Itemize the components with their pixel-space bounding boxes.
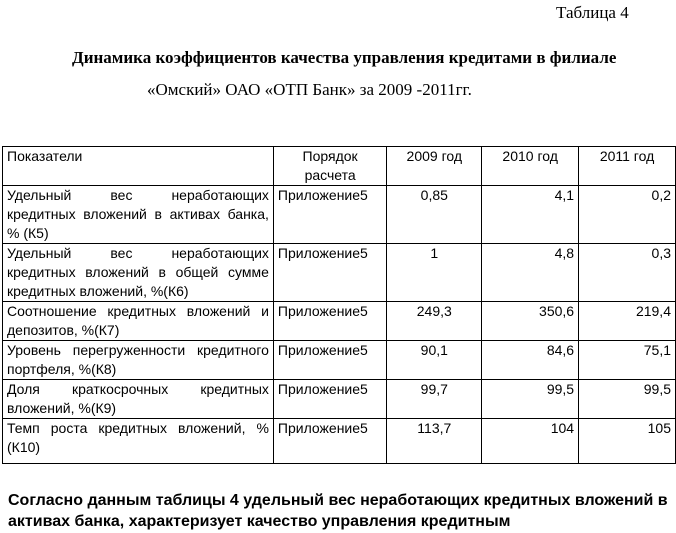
table-row xyxy=(3,380,676,419)
row-2009: 249,3 xyxy=(387,302,482,341)
row-2011: 0,2 xyxy=(579,186,676,244)
table-row xyxy=(3,419,676,464)
header-order: Порядок расчета xyxy=(273,147,386,186)
header-2009: 2009 год xyxy=(387,147,482,186)
row-2011: 99,5 xyxy=(579,380,676,419)
row-order: Приложение5 xyxy=(273,302,386,341)
row-2009: 90,1 xyxy=(387,341,482,380)
row-2010: 84,6 xyxy=(482,341,579,380)
table-label: Таблица 4 xyxy=(556,3,629,22)
row-2009: 1 xyxy=(387,244,482,302)
table-subtitle: «Омский» ОАО «ОТП Банк» за 2009 -2011гг. xyxy=(147,80,472,99)
row-2011: 0,3 xyxy=(579,244,676,302)
row-indicator: Удельный вес неработающих кредитных вложений в общей сумме кредитных вложений, %(К6) xyxy=(3,244,274,302)
header-indicator: Показатели xyxy=(3,147,274,186)
header-2011: 2011 год xyxy=(579,147,676,186)
row-2011: 105 xyxy=(579,419,676,464)
header-2010: 2010 год xyxy=(482,147,579,186)
row-order: Приложение5 xyxy=(273,244,386,302)
row-indicator: Доля краткосрочных кредитных вложений, %(К9) xyxy=(3,380,274,419)
row-2010: 99,5 xyxy=(482,380,579,419)
row-2011: 219,4 xyxy=(579,302,676,341)
row-order: Приложение5 xyxy=(273,380,386,419)
data-table xyxy=(2,146,676,464)
row-2009: 99,7 xyxy=(387,380,482,419)
row-2009: 113,7 xyxy=(387,419,482,464)
table-row xyxy=(3,302,676,341)
row-indicator: Соотношение кредитных вложений и депозитов, %(К7) xyxy=(3,302,274,341)
row-indicator: Темп роста кредитных вложений, %(К10) xyxy=(3,419,274,464)
row-2010: 4,8 xyxy=(482,244,579,302)
row-2010: 4,1 xyxy=(482,186,579,244)
table-row xyxy=(3,341,676,380)
table-row xyxy=(3,244,676,302)
row-order: Приложение5 xyxy=(273,186,386,244)
row-2010: 350,6 xyxy=(482,302,579,341)
body-paragraph: Согласно данным таблицы 4 удельный вес неработающих кредитных вложений в активах банка, характеризует качество управления кредитным xyxy=(8,492,668,530)
row-indicator: Уровень перегруженности кредитного портфеля, %(К8) xyxy=(3,341,274,380)
row-indicator: Удельный вес неработающих кредитных вложений в активах банка, % (К5) xyxy=(3,186,274,244)
row-2009: 0,85 xyxy=(387,186,482,244)
row-order: Приложение5 xyxy=(273,341,386,380)
table-row xyxy=(3,186,676,244)
row-order: Приложение5 xyxy=(273,419,386,464)
table-title: Динамика коэффициентов качества управления кредитами в филиале xyxy=(72,48,617,67)
row-2010: 104 xyxy=(482,419,579,464)
table-header-row xyxy=(3,147,676,186)
row-2011: 75,1 xyxy=(579,341,676,380)
